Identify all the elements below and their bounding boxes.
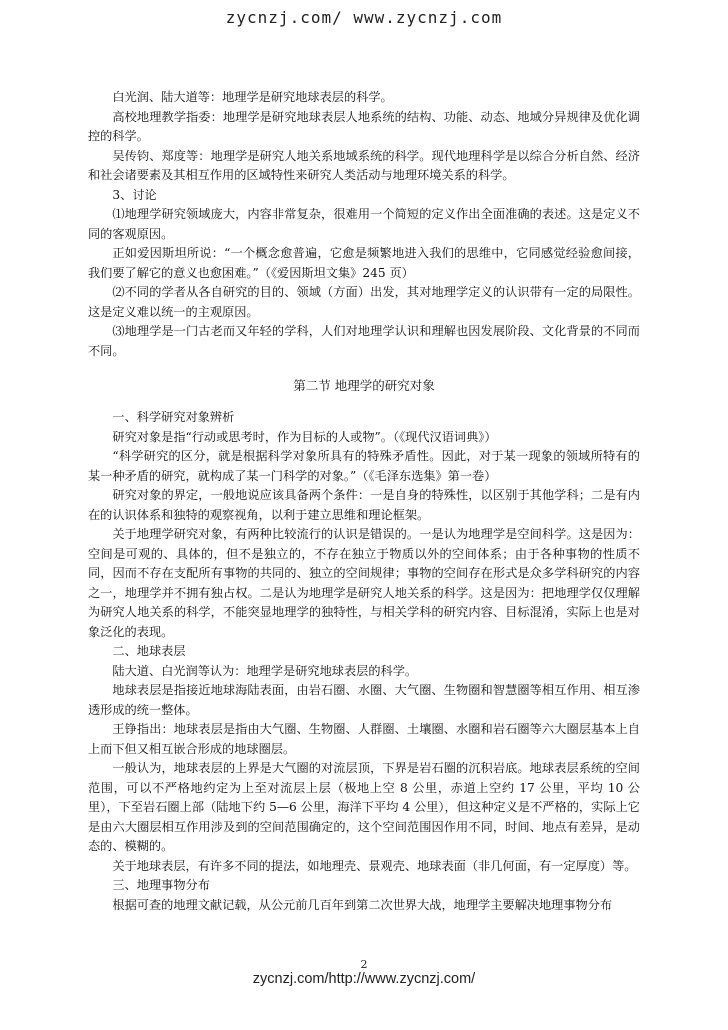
paragraph: 王铮指出：地球表层是指由大气圈、生物圈、人群圈、土壤圈、水圈和岩石圈等六大圈层基本上自上而下但又相互嵌合形成的地球圈层。 (88, 722, 640, 756)
page-footer: zycnzj.com/http://www.zycnzj.com/ (252, 971, 476, 987)
paragraph: 研究对象的界定，一般地说应该具备两个条件：一是自身的特殊性，以区别于其他学科；二是有内在的认识体系和独特的观察视角，以利于建立思维和理论框架。 (88, 488, 640, 522)
page-number: 2 (360, 958, 368, 971)
paragraph: 正如爱因斯坦所说：“一个概念愈普遍，它愈是频繁地进入我们的思维中，它同感觉经验愈间接，我们要了解它的意义也愈困难。”（《爱因斯坦文集》245 页） (88, 246, 640, 280)
paragraph: 吴传钧、郑度等：地理学是研究人地关系地域系统的科学。现代地理科学是以综合分析自然、经济和社会诸要素及其相互作用的区域特性来研究人类活动与地理环境关系的科学。 (88, 148, 640, 182)
paragraph: ⑴地理学研究领域庞大，内容非常复杂，很难用一个简短的定义作出全面准确的表述。这是定义不同的客观原因。 (88, 207, 640, 241)
subheading: 三、地理事物分布 (112, 878, 210, 892)
paragraph: 研究对象是指“行动或思考时，作为目标的人或物”。（《现代汉语词典》） (112, 429, 497, 444)
document-body (88, 88, 640, 915)
paragraph: 白光润、陆大道等：地理学是研究地球表层的科学。 (112, 90, 393, 104)
paragraph: 关于地理学研究对象，有两种比较流行的认识是错误的。一是认为地理学是空间科学。这是因为：空间是可观的、具体的，但不是独立的，不存在独立于物质以外的空间体系；由于各种事物的性质不同，因而不存在支配所有事物的共同的、独立的空间规律；事物的空间存在形式是众多学科研究的内容之一，地理学并不拥有独占权。二是认为地理学是研究人地关系的科学。这是因为：把地理学仅仅理解为研究人地关系的科学，不能突显地理学的独特性，与相关学科的研究内容、目标混淆，实际上也是对象泛化的表现。 (88, 527, 640, 639)
subheading: 二、地球表层 (112, 644, 186, 658)
paragraph: ⑶地理学是一门古老而又年轻的学科，人们对地理学认识和理解也因发展阶段、文化背景的不同而不同。 (88, 324, 640, 358)
page-header: zycnzj.com/ www.zycnzj.com (225, 8, 503, 27)
paragraph: ⑵不同的学者从各自研究的目的、领域（方面）出发，其对地理学定义的认识带有一定的局限性。这是定义难以统一的主观原因。 (88, 285, 640, 319)
paragraph: 地球表层是指接近地球海陆表面，由岩石圈、水圈、大气圈、生物圈和智慧圈等相互作用、相互渗透形成的统一整体。 (88, 683, 640, 717)
paragraph: 一般认为，地球表层的上界是大气圈的对流层顶，下界是岩石圈的沉积岩底。地球表层系统的空间范围，可以不严格地约定为上至对流层上层（极地上空 8 公里，赤道上空约 17 公里，平均 10 公里），下至岩石圈上部（陆地下约 5—6 公里，海洋下平均 4 公里），但这种定义是不严格的，实际上它是由六大圈层相互作用涉及到的空间范围确定的，这个空间范围因作用不同，时间、地点有差异，是动态的、模糊的。 (88, 761, 640, 853)
paragraph: 关于地球表层，有许多不同的提法，如地理壳、景观壳、地球表面（非几何面，有一定厚度）等。 (112, 858, 637, 873)
paragraph: 高校地理教学指委：地理学是研究地球表层人地系统的结构、功能、动态、地域分异规律及优化调控的科学。 (88, 109, 640, 143)
paragraph: “科学研究的区分，就是根据科学对象所具有的特殊矛盾性。因此，对于某一现象的领域所特有的某一种矛盾的研究，就构成了某一门科学的对象。”（《毛泽东选集》第一卷） (88, 449, 640, 483)
paragraph: 根据可查的地理文献记载，从公元前几百年到第二次世界大战，地理学主要解决地理事物分布 (112, 897, 613, 912)
subheading: 3、讨论 (112, 187, 157, 202)
paragraph: 陆大道、白光润等认为：地理学是研究地球表层的科学。 (112, 663, 418, 678)
section-title: 第二节 地理学的研究对象 (293, 378, 435, 393)
subheading: 一、科学研究对象辨析 (112, 410, 235, 424)
